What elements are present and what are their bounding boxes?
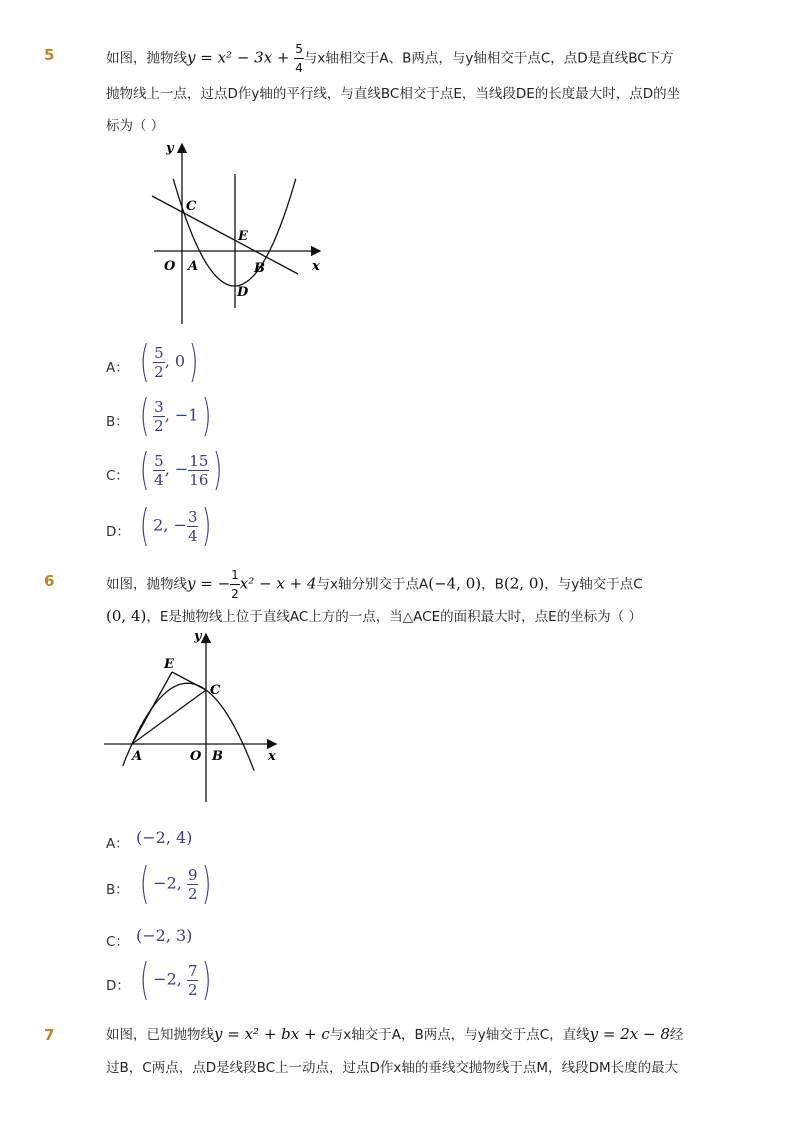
- label-c: C: [186, 199, 197, 214]
- label-e: E: [164, 657, 174, 672]
- question-text-line-1: 如图，已知抛物线y = x² + bx + c与x轴交于A，B两点，与y轴交于点C，直线y = 2x − 8经: [106, 1025, 684, 1043]
- option-d-value[interactable]: ( 2, − $\frac{3}{4}$ ): [139, 500, 212, 551]
- option-b-label[interactable]: B：: [106, 414, 129, 430]
- fraction: $\frac{5}{4}$: [295, 42, 303, 75]
- question-text-line-1: 如图，抛物线y = − $\frac{1}{2}$ x² − x + 4与x轴分别交于点A(−4, 0)，B(2, 0)，与y轴交于点C: [106, 568, 643, 601]
- option-c-label[interactable]: C：: [106, 934, 129, 950]
- question-number: 7: [44, 1026, 55, 1044]
- parabola-curve: [123, 683, 254, 770]
- option-c-label[interactable]: C：: [106, 468, 129, 484]
- label-d: D: [237, 285, 249, 300]
- option-b-value[interactable]: ( −2, $\frac{9}{2}$ ): [139, 858, 212, 909]
- option-b-label[interactable]: B：: [106, 882, 129, 898]
- question-text-line-1: 如图，抛物线y = x² − 3x + $\frac{5}{4}$ 与x轴相交于A、B两点，与y轴相交于点C，点D是直线BC下方: [106, 42, 674, 75]
- question-number: 6: [44, 572, 55, 590]
- label-a: A: [188, 259, 199, 274]
- option-c-value[interactable]: ( $\frac{5}{4}$ , − $\frac{15}{16}$ ): [139, 444, 223, 495]
- parabola-figure-q5: [140, 138, 330, 330]
- question-text-line-2: 过B，C两点，点D是线段BC上一动点，过点D作x轴的垂线交抛物线于点M，线段DM长度的最大: [106, 1060, 679, 1076]
- label-b: B: [254, 261, 265, 276]
- option-a-label[interactable]: A：: [106, 836, 129, 852]
- option-a-value[interactable]: ( $\frac{5}{2}$ , 0): [139, 336, 199, 387]
- label-a: A: [132, 749, 143, 764]
- question-text-line-2: 抛物线上一点，过点D作y轴的平行线，与直线BC相交于点E，当线段DE的长度最大时，点D的坐: [106, 86, 681, 102]
- label-x: x: [268, 749, 276, 764]
- label-c: C: [210, 683, 221, 698]
- label-b: B: [212, 749, 223, 764]
- label-e: E: [238, 229, 248, 244]
- option-d-value[interactable]: ( −2, $\frac{7}{2}$ ): [139, 954, 212, 1005]
- parabola-figure-q6: [100, 628, 290, 808]
- label-y: y: [166, 141, 174, 156]
- option-d-label[interactable]: D：: [106, 524, 130, 540]
- option-c-value[interactable]: (−2, 3): [136, 926, 193, 945]
- question-number: 5: [44, 46, 55, 64]
- question-text-line-2: (0, 4)，E是抛物线上位于直线AC上方的一点，当△ACE的面积最大时，点E的坐标为（ ）: [106, 607, 642, 625]
- option-d-label[interactable]: D：: [106, 978, 130, 994]
- label-o: O: [164, 259, 176, 274]
- line-ae: [132, 672, 172, 744]
- line-ec: [172, 672, 206, 690]
- option-a-label[interactable]: A：: [106, 360, 129, 376]
- label-o: O: [190, 749, 202, 764]
- option-b-value[interactable]: ( $\frac{3}{2}$ , −1): [139, 390, 212, 441]
- label-y: y: [194, 629, 202, 644]
- line-ac: [132, 690, 206, 744]
- question-text-line-3: 标为（ ）: [106, 118, 165, 134]
- option-a-value[interactable]: (−2, 4): [136, 828, 193, 847]
- label-x: x: [312, 259, 320, 274]
